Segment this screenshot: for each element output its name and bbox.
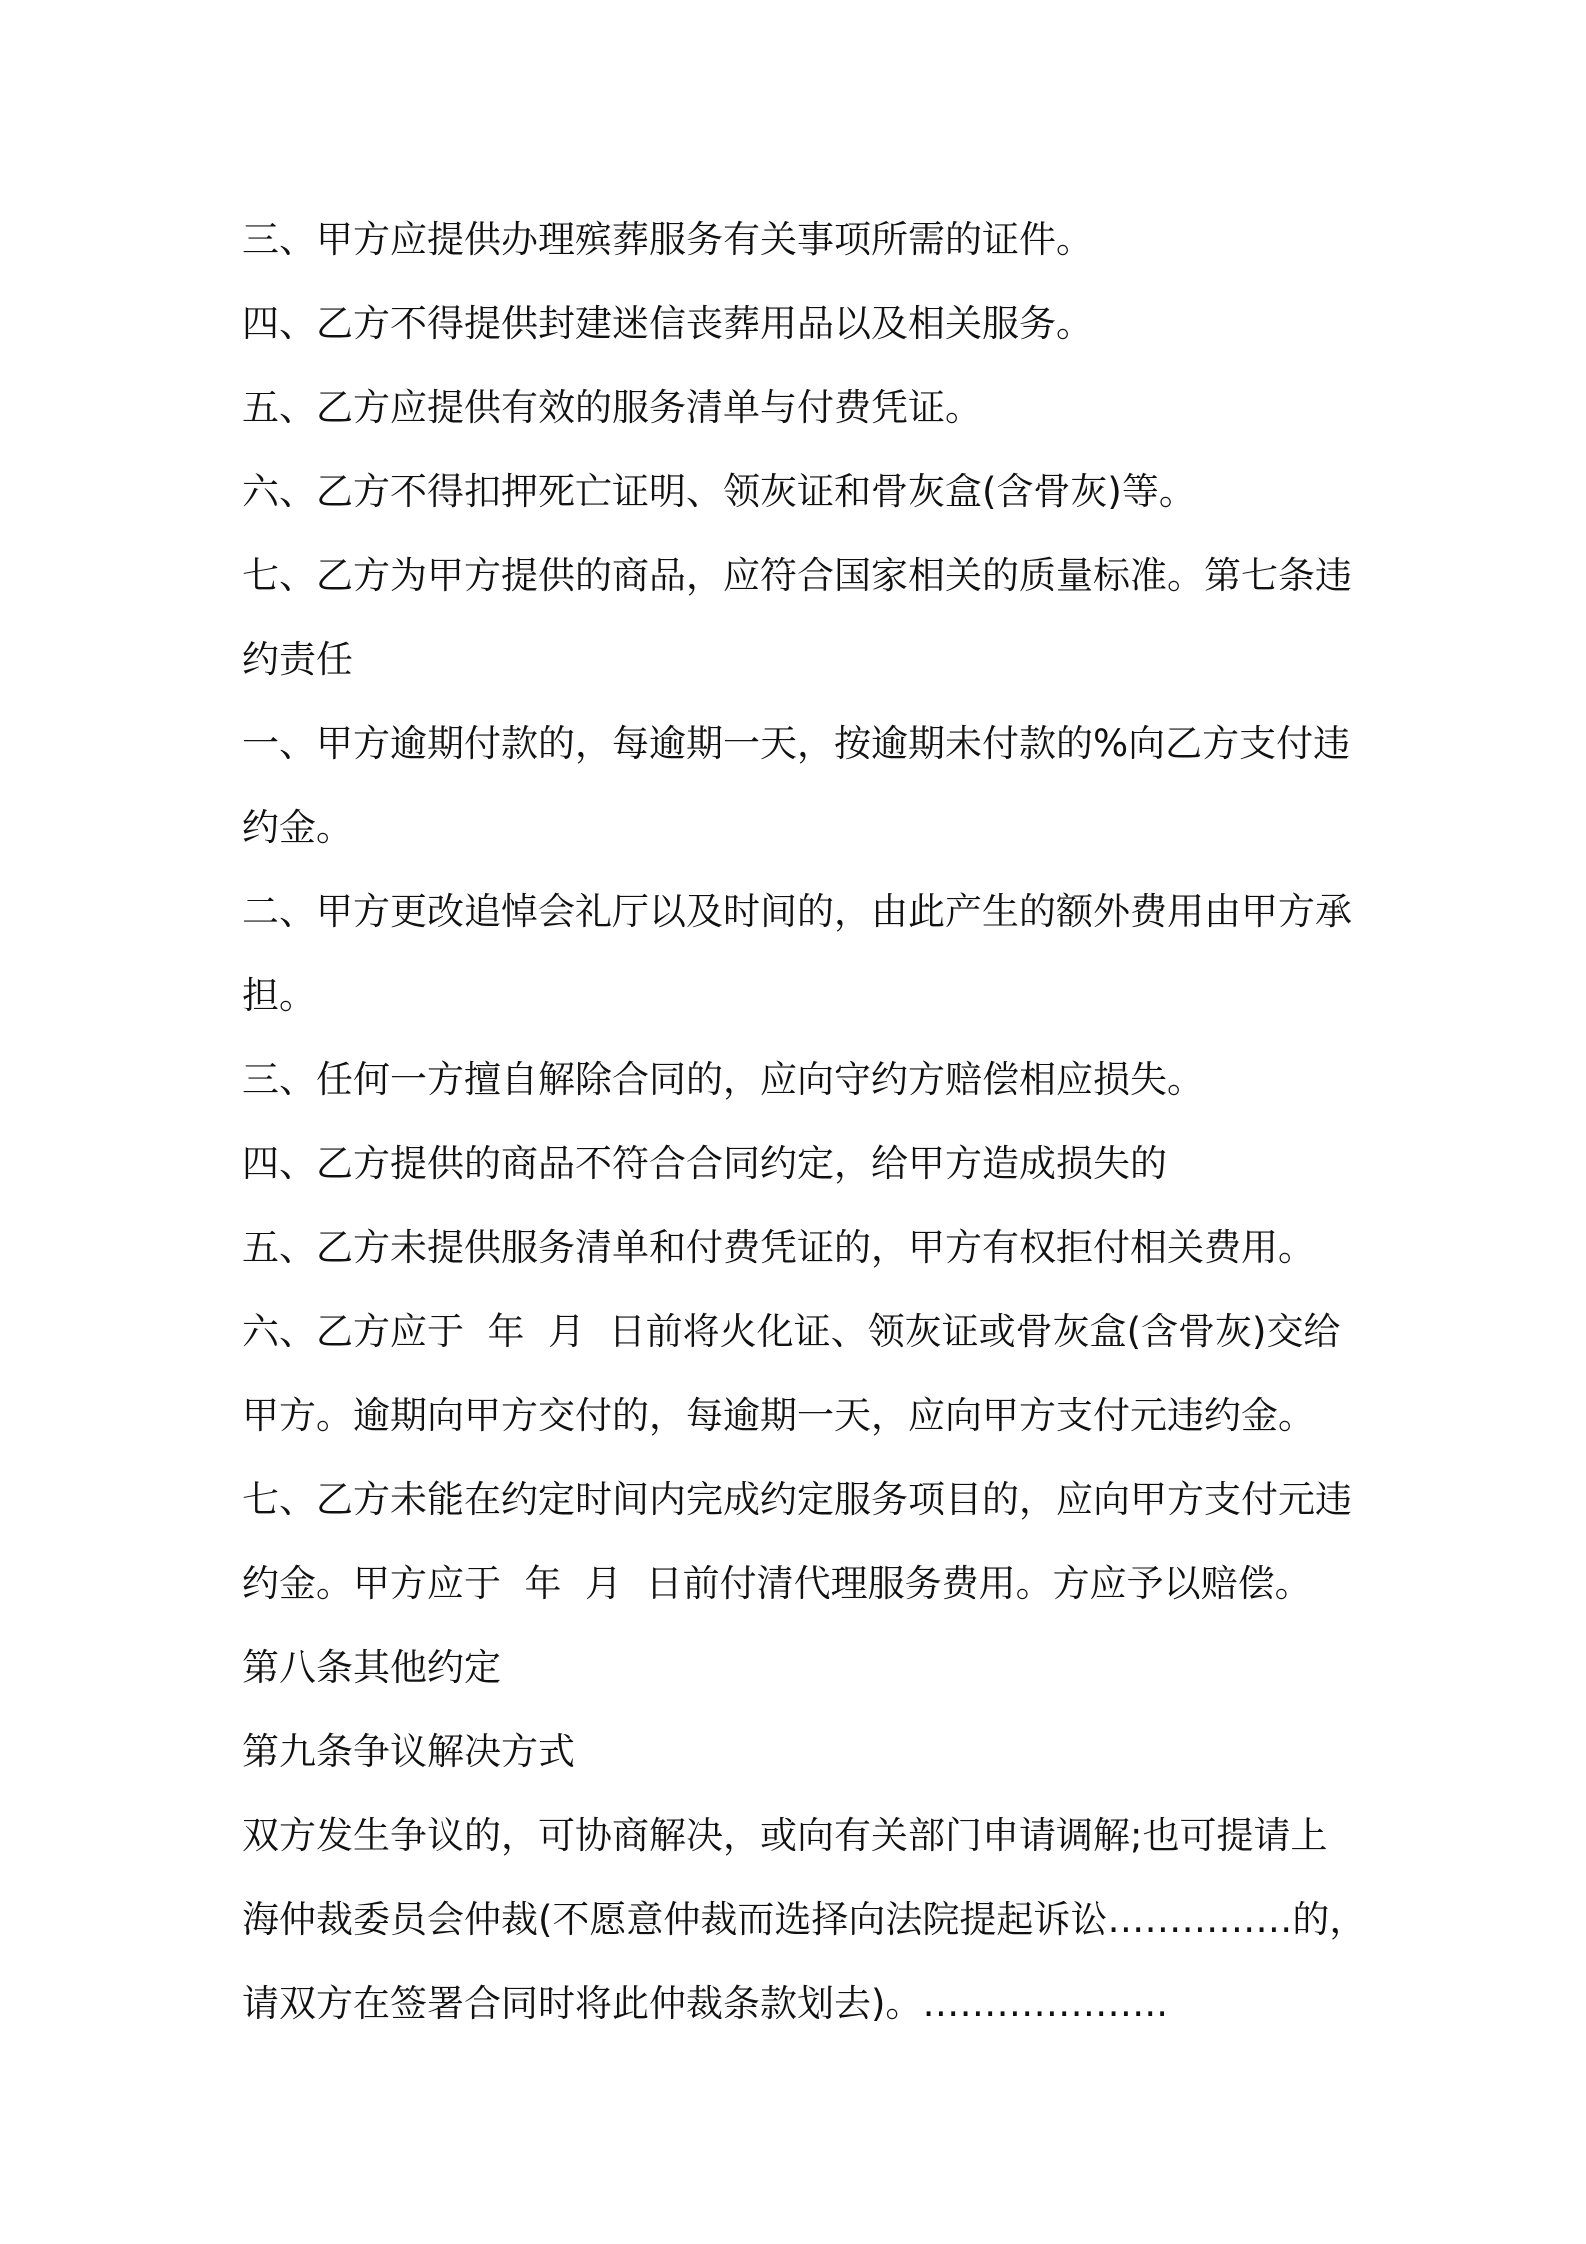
paragraph-line-20: 双方发生争议的，可协商解决，或向有关部门申请调解;也可提请上	[242, 1814, 1328, 1857]
paragraph-line-16: 七、乙方未能在约定时间内完成约定服务项目的，应向甲方支付元违	[242, 1478, 1352, 1521]
paragraph-line-1: 三、甲方应提供办理殡葬服务有关事项所需的证件。	[242, 218, 1093, 261]
section-heading-article-8: 第八条其他约定	[242, 1646, 501, 1689]
paragraph-line-14: 六、乙方应于 年 月 日前将火化证、领灰证或骨灰盒(含骨灰)交给	[242, 1310, 1341, 1353]
paragraph-line-6: 约责任	[242, 638, 353, 681]
paragraph-line-10: 担。	[242, 974, 316, 1017]
paragraph-line-22: 请双方在签署合同时将此仲裁条款划去)。………………..	[242, 1982, 1168, 2025]
paragraph-line-12: 四、乙方提供的商品不符合合同约定，给甲方造成损失的	[242, 1142, 1167, 1185]
paragraph-line-15: 甲方。逾期向甲方交付的，每逾期一天，应向甲方支付元违约金。	[242, 1394, 1315, 1437]
document-body	[242, 198, 1367, 2046]
section-heading-article-9: 第九条争议解决方式	[242, 1730, 575, 1773]
paragraph-line-11: 三、任何一方擅自解除合同的，应向守约方赔偿相应损失。	[242, 1058, 1204, 1101]
paragraph-line-17: 约金。甲方应于 年 月 日前付清代理服务费用。方应予以赔偿。	[242, 1562, 1312, 1605]
paragraph-line-9: 二、甲方更改追悼会礼厅以及时间的，由此产生的额外费用由甲方承	[242, 890, 1352, 933]
paragraph-line-21: 海仲裁委员会仲裁(不愿意仲裁而选择向法院提起诉讼……………的，	[242, 1898, 1367, 1941]
paragraph-line-7: 一、甲方逾期付款的，每逾期一天，按逾期未付款的%向乙方支付违	[242, 722, 1351, 765]
paragraph-line-2: 四、乙方不得提供封建迷信丧葬用品以及相关服务。	[242, 302, 1093, 345]
paragraph-line-5: 七、乙方为甲方提供的商品，应符合国家相关的质量标准。第七条违	[242, 554, 1352, 597]
paragraph-line-8: 约金。	[242, 806, 353, 849]
paragraph-line-3: 五、乙方应提供有效的服务清单与付费凭证。	[242, 386, 982, 429]
paragraph-line-4: 六、乙方不得扣押死亡证明、领灰证和骨灰盒(含骨灰)等。	[242, 470, 1196, 513]
paragraph-line-13: 五、乙方未提供服务清单和付费凭证的，甲方有权拒付相关费用。	[242, 1226, 1315, 1269]
